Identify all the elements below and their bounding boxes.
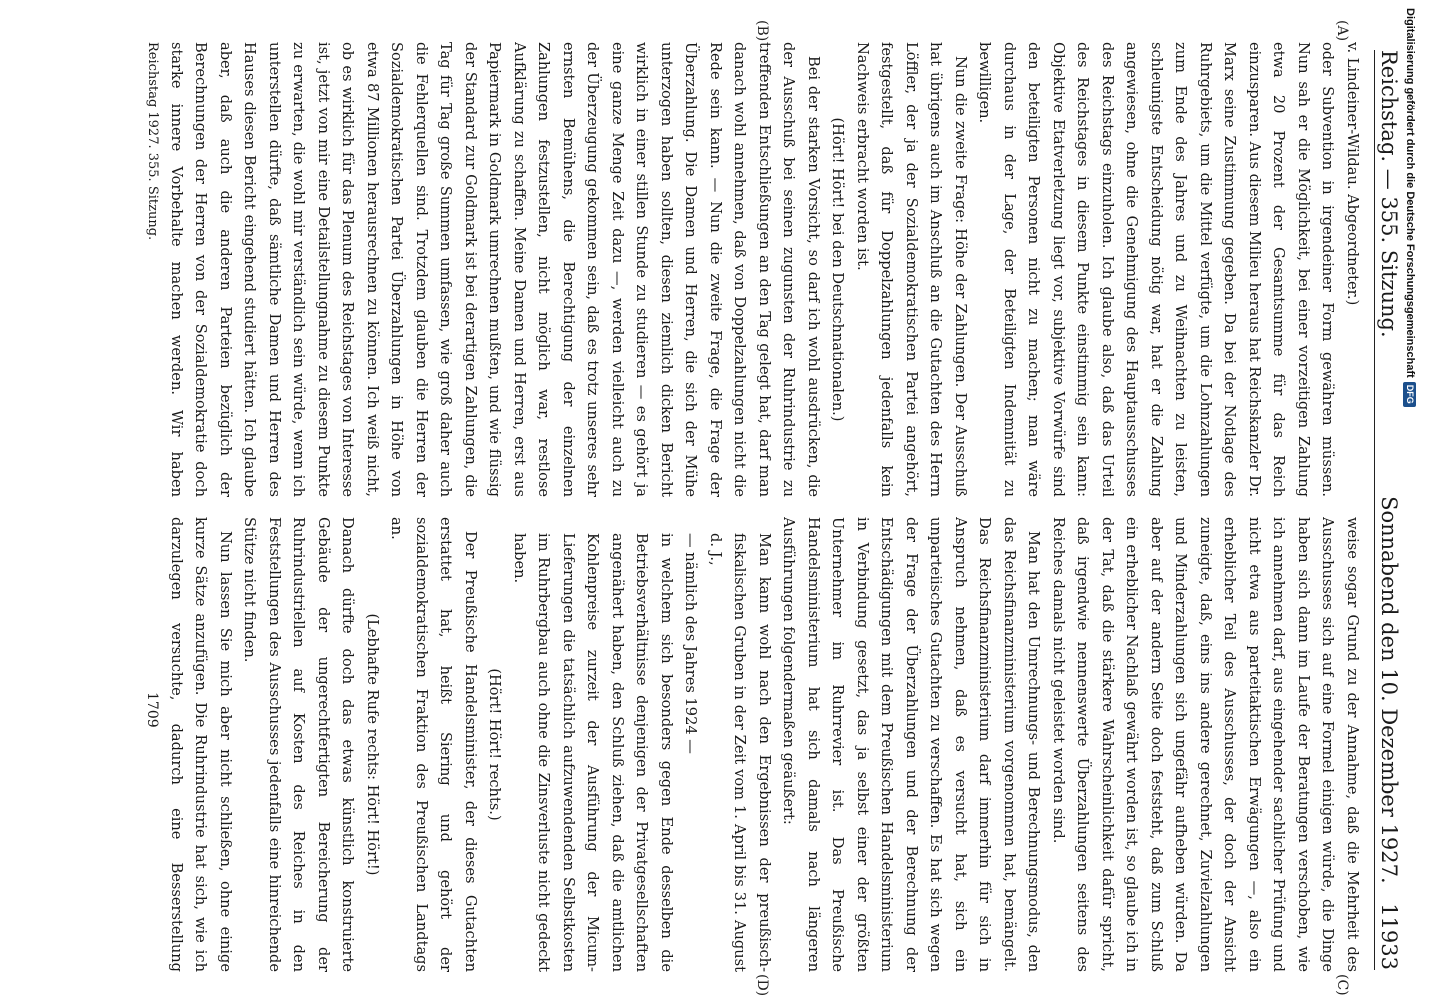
margin-letter-d: (D) bbox=[754, 974, 770, 997]
header-title: Reichstag. — 355. Sitzung. bbox=[1377, 50, 1401, 338]
credit-text: Digitalisierung gefördert durch die Deutsche Forschungsgemeinschaft bbox=[1404, 8, 1416, 378]
page-footer-left: Reichstag 1927. 355. Sitzung. bbox=[145, 42, 160, 241]
interjection: (Lebhafte Rufe rechts: Hört! Hört!) bbox=[364, 613, 381, 876]
paragraph: weise sogar Grund zu der Annahme, daß die Mehrheit des Ausschusses sich auf eine Formel einigen würde, die Dinge haben sich dann im Laufe der Beratungen verschoben, wie ich annehmen darf, aus eingehender sachlicher Prüfung und nicht etwa aus parteitaktischen Erwägungen —, also ein erheblicher Teil des Ausschusses, der doch der Ansicht zuneigte, daß, eins ins andere gerechnet, Zuvielzahlungen und Minderzahlungen sich ungefähr aufheben würden. Da aber auf der andern Seite doch feststeht, daß zum Schluß ein erheblicher Nachlaß gewährt worden ist, so glaube ich in der Tat, daß die stärkere Wahrscheinlichkeit dafür spricht, daß irgendwie nennenswerte Überzahlungen seitens des Reiches damals nicht geleistet worden sind. bbox=[1050, 517, 1361, 972]
dfg-logo: DFG bbox=[1404, 382, 1417, 407]
header-date: Sonnabend den 10. Dezember 1927. bbox=[1377, 496, 1401, 884]
right-column bbox=[164, 517, 1364, 972]
page-number: 11933 bbox=[1377, 903, 1401, 970]
left-column bbox=[164, 42, 1364, 497]
paragraph: Danach dürfte doch das etwas künstlich konstruierte Gebäude der ungerechtfertigten Bereicherung der Ruhrindustriellen auf Kosten des Reiches in den Feststellungen des Ausschusses jedenfalls eine hinreichende Stütze nicht finden. bbox=[241, 517, 357, 972]
paragraph: Nun lassen Sie mich aber nicht schließen, ohne einige kurze Sätze anzufügen. Die Ruhrindustrie hat sich, wie ich darzulegen versuchte, dadurch eine Besserstellung bbox=[168, 517, 234, 972]
paragraph: Bei der starken Vorsicht, so darf ich wohl ausdrücken, die der Ausschuß bei seinen zugunsten der Ruhrindustrie zu treffenden Entschließungen an den Tag gelegt hat, darf man danach wohl annehmen, daß von Doppelzahlungen nicht die Rede sein kann. — Nun die zweite Frage, die Frage der Überzahlung. Die Damen und Herren, die sich der Mühe unterzogen haben sollten, diesen ziemlich dicken Bericht wirklich in einer stillen Stunde zu studieren — es gehört ja eine ganze Menge Zeit dazu —, werden vielleicht auch zu der Überzeugung gekommen sein, daß es trotz unseres sehr ernsten Bemühens, die Berechtigung der einzelnen Zahlungen festzustellen, nicht möglich war, restlose Aufklärung zu schaffen. Meine Damen und Herren, erst aus Papiermark in Goldmark umrechnen mußten, und wie flüssig der Standard zur Goldmark ist bei derartigen Zahlungen, die Tag für Tag große Summen umfassen, wie groß daher auch die Fehlerquellen sind. Trotzdem glauben die Herren der Sozialdemokratischen Partei Überzahlungen in Höhe von etwa 87 Millionen herausrechnen zu können. Ich weiß nicht, ob es wirklich für das Plenum des Reichstages von Interesse ist, jetzt von mir eine Detailstellungnahme zu diesem Punkte zu erwarten, die wohl mir verständlich sein würde, wenn ich unterstellen dürfte, daß sämtliche Damen und Herren des Hauses diesen Bericht eingehend studiert hätten. Ich glaube aber, daß auch die anderen Parteien bezüglich der Berechnungen der Herren von der Sozialdemokratie doch starke innere Vorbehalte machen werden. Wir haben bbox=[168, 42, 822, 497]
paragraph: Man hat den Umrechnungs- und Berechnungsmodus, den das Reichsfinanzministerium vorgenommen hat, bemängelt. Das Reichsfinanzministerium darf immerhin für sich in Anspruch nehmen, daß es versucht hat, sich ein unparteiisches Gutachten zu verschaffen. Es hat sich wegen der Frage der Überzahlungen und der Berechnung der Entschädigungen mit dem Preußischen Handelsministerium in Verbindung gesetzt, das ja selbst einer der größten Unternehmer im Ruhrrevier ist. Das Preußische Handelsministerium hat sich damals nach längeren Ausführungen folgendermaßen geäußert: bbox=[780, 517, 1043, 972]
scanned-page bbox=[85, 12, 1410, 997]
page-footer-right: 1709 bbox=[144, 692, 160, 728]
quotation: Man kann wohl nach den Ergebnissen der preußisch-fiskalischen Gruben in der Zeit vom 1. April bis 31. August d. J., bbox=[707, 533, 773, 972]
paragraph: v. Lindeiner-Wildau. Abgeordneter.) bbox=[1344, 42, 1361, 306]
margin-letter-a: (A) bbox=[1334, 20, 1350, 42]
paragraph: oder Subvention in irgendeiner Form gewähren müssen. Nun sah er die Möglichkeit, bei einer vorzeitigen Zahlung etwa 20 Prozent der Gesamtsumme für das Reich einzusparen. Aus diesem Milieu heraus hat Reichskanzler Dr. Marx seine Zustimmung gegeben. Da bei der Notlage des Ruhrgebiets, um die Mittel verfügte, um die Lohnzahlungen zum Ende des Jahres und zu Weihnachten zu leisten, schleunigste Entscheidung nötig war, hat er die Zahlung angewiesen, ohne die Genehmigung des Hauptausschusses des Reichstags einzuholen. Ich glaube also, daß das Urteil des Reichstages in diesem Punkte einstimmig sein kann: Objektive Etatverletzung liegt vor, subjektive Vorwürfe sind den beteiligten Personen nicht zu machen; man wäre durchaus in der Lage, der Beteiligten Indemnität zu bewilligen. bbox=[976, 42, 1337, 497]
quotation: — nämlich des Jahres 1924 — bbox=[682, 533, 700, 754]
paragraph: Nun die zweite Frage: Höhe der Zahlungen. Der Ausschuß hat übrigens auch im Anschluß an die Gutachten des Herrn Löffler, der ja der Sozialdemokratischen Partei angehört, festgestellt, daß für Doppelzahlungen jedenfalls kein Nachweis erbracht worden ist. bbox=[854, 42, 969, 497]
margin-letter-c: (C) bbox=[1334, 974, 1350, 996]
interjection: (Hört! Hört! rechts.) bbox=[486, 668, 504, 821]
quotation: in welchem sich besonders gegen Ende desselben die Betriebsverhältnisse denjenigen der Privatgesellschaften angenähert haben, den Schluß ziehen, daß die amtlichen Kohlenpreise zurzeit der Ausführung der Micum-Lieferungen die tatsächlich aufzuwendenden Selbstkosten im Ruhrbergbau auch ohne die Zinsverluste nicht gedeckt haben. bbox=[511, 533, 675, 972]
paragraph: Der Preußische Handelsminister, der dieses Gutachten erstattet hat, heißt Siering und gehört der sozialdemokratischen Fraktion des Preußischen Landtags an. bbox=[388, 517, 479, 972]
digitization-credit bbox=[1402, 8, 1418, 988]
margin-letter-b: (B) bbox=[754, 20, 770, 42]
interjection: (Hört! Hört! bei den Deutschnationalen.) bbox=[829, 117, 847, 422]
